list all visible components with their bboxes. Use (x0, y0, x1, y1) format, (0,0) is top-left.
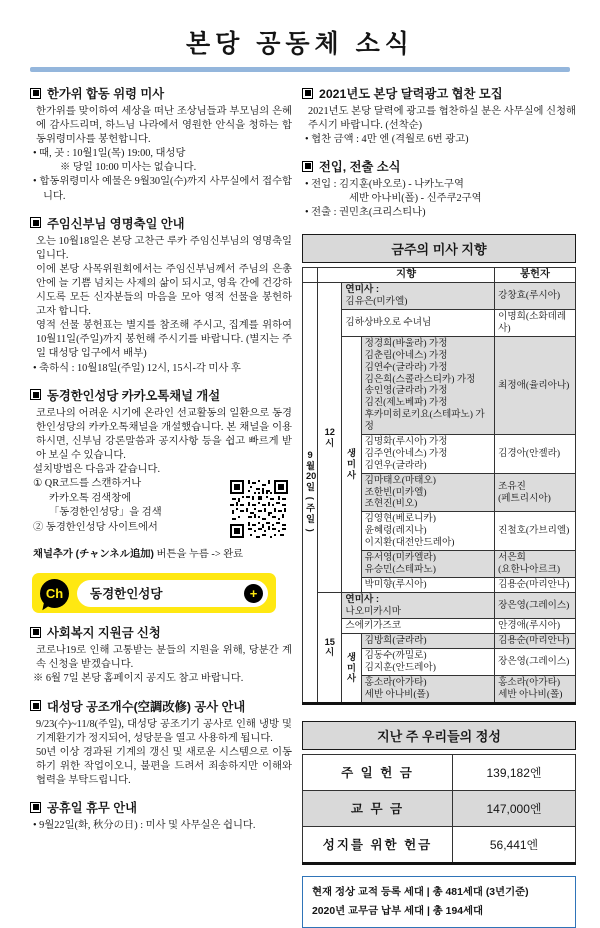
offering-value: 56,441엔 (453, 826, 576, 863)
offering-label: 교 무 금 (303, 790, 453, 826)
date-cell: 9 월 20 일 ( 주 일 ) (303, 283, 318, 704)
time-cell-15: 15 시 (318, 592, 342, 703)
note-line: ※ 6월 7일 본당 홈페이지 공지도 참고 바랍니다. (33, 673, 244, 685)
paragraph: 이에 본당 사목위원회에서는 주임신부님께서 주님의 은총 안에 늘 기쁨 넘치는 사제의 삶이 되시고, 영육 간에 건강하시도록 모든 신자분들의 마음을 모아 영적 선물을 봉헌하고자 합니다. (36, 263, 292, 318)
offerings-banner: 지난 주 우리들의 정성 (302, 721, 576, 750)
table-row (303, 336, 576, 434)
mass-intentions-box (302, 234, 576, 705)
step-line: 「동경한인성당」을 검색 (49, 507, 162, 519)
square-bullet-icon (30, 700, 41, 711)
section-title: 동경한인성당 카카오톡채널 개설 (47, 388, 221, 403)
section-title: 사회복지 지원금 신청 (47, 626, 161, 641)
section-title: 공휴일 휴무 안내 (47, 801, 137, 816)
qr-steps-row (30, 477, 292, 538)
kakao-ch-logo-icon: Ch (40, 579, 69, 608)
section-hangawi-mass (30, 84, 292, 204)
section-heading (30, 214, 292, 232)
offerer-cell: 조유진 (페트리시아) (495, 473, 576, 512)
offerer-cell: 장은영(그레이스) (495, 649, 576, 676)
intention-cell: 스에키가즈코 (342, 619, 495, 634)
offering-label: 주 일 헌 금 (303, 754, 453, 790)
square-bullet-icon (30, 802, 41, 813)
page-title: 본당 공동체 소식 (186, 30, 414, 58)
bullet-line: • 축하식 : 10월18일(주일) 12시, 15시-각 미사 후 (33, 362, 241, 374)
col-header-offerer: 봉헌자 (495, 267, 576, 283)
table-header-row (303, 267, 576, 283)
kakao-channel-name: 동경한인성당 (90, 587, 163, 602)
section-title: 한가위 합동 위령 미사 (47, 87, 165, 101)
table-row (303, 283, 576, 310)
bulletin-page (0, 24, 600, 918)
col-header-intention: 지향 (318, 267, 495, 283)
offerer-cell: 홍소라(아가타) 세반 아나비(폴) (495, 676, 576, 704)
table-row (303, 634, 576, 649)
offerer-cell: 강창효(루시아) (495, 283, 576, 310)
header-spacer (303, 267, 318, 283)
offerer-cell: 김용순(마리안나) (495, 634, 576, 649)
section-title: 2021년도 본당 달력광고 협찬 모집 (319, 87, 503, 101)
section-kakao-channel (30, 386, 292, 614)
offering-label: 성지를 위한 헌금 (303, 826, 453, 863)
table-row (303, 310, 576, 337)
square-bullet-icon (30, 627, 41, 638)
bullet-line: • 전출 : 권민초(크리스티나) (305, 207, 426, 219)
bullet-line: • 전입 : 김지훈(바오로) - 나카노구역 (305, 179, 464, 191)
intention-cell: 김동수(까밀로) 김지훈(안드레아) (361, 649, 494, 676)
section-calendar-ads (302, 84, 576, 147)
section-holiday-closure (30, 798, 292, 833)
intention-cell: 김영현(베로니카) 윤혜령(레지나) 이지환(대전안드레아) (361, 512, 494, 551)
paragraph: 한가위를 맞이하여 세상을 떠난 조상님들과 부모님의 은혜에 감사드리며, 하느님 나라에서 영원한 안식을 청하는 합동위령미사를 봉헌합니다. (36, 106, 292, 146)
right-column (302, 84, 576, 928)
mass-intentions-banner: 금주의 미사 지향 (302, 234, 576, 263)
left-column (30, 84, 292, 843)
square-bullet-icon (302, 88, 313, 99)
bullet-line: • 9월22일(화, 秋分の日) : 미사 및 사무실은 쉽니다. (33, 820, 256, 832)
offerer-cell: 장은영(그레이스) (495, 592, 576, 619)
plus-icon: + (244, 584, 263, 603)
stats-line: 현재 정상 교적 등록 세대 | 총 481세대 (3년기준) (312, 886, 529, 898)
intention-cell: 김명화(루시아) 가정 김주연(아네스) 가정 김연우(글라라) (361, 435, 494, 474)
paragraph: 코로나19로 인해 고통받는 분들의 지원을 위해, 당분간 계속 신청을 받겠습니다. (36, 645, 292, 671)
intention-cell: 김하상바오로 수녀님 (342, 310, 495, 337)
two-column-layout (0, 72, 600, 928)
square-bullet-icon (30, 389, 41, 400)
section-hvac-construction (30, 697, 292, 788)
paragraph: 코로나의 어려운 시기에 온라인 선교활동의 일환으로 동경한인성당의 카카오톡채널을 개설했습니다. 본 채널을 이용하시면, 신부님 강론말씀과 공지사항 등을 쉽고 빠르게 받아 보실 수 있습니다. (36, 407, 292, 461)
offerings-table (302, 754, 576, 865)
intention-cell: 박미향(루시아) (361, 577, 494, 592)
section-feast-day (30, 214, 292, 376)
paragraph: 2021년도 본당 달력에 광고를 협찬하실 분은 사무실에 신청해 주시기 바랍니다. (선착순) (308, 106, 576, 132)
step-line: 카카오톡 검색창에 (49, 492, 132, 504)
paragraph: 오는 10월18일은 본당 고찬근 루카 주임신부님의 영명축일입니다. (36, 235, 292, 261)
stats-line: 2020년 교무금 납부 세대 | 총 194세대 (312, 906, 484, 918)
section-heading (30, 84, 292, 102)
kakao-channel-pill (77, 580, 268, 607)
section-welfare-support (30, 623, 292, 686)
intention-cell: 홍소라(아가타) 세반 아나비(폴) (361, 676, 494, 704)
offerer-cell: 안경애(루시아) (495, 619, 576, 634)
section-heading (30, 623, 292, 641)
continuation-line: 세반 아나비(폴) - 신주쿠2구역 (349, 193, 482, 205)
square-bullet-icon (302, 161, 313, 172)
intention-cell: 김마태오(마태오) 조한빈(미카엘) 조현진(비오) (361, 473, 494, 512)
paragraph: 설치방법은 다음과 같습니다. (33, 463, 161, 475)
table-row (303, 592, 576, 619)
table-row (303, 826, 576, 863)
table-row (303, 790, 576, 826)
section-title: 전입, 전출 소식 (319, 160, 401, 175)
mass-intentions-table (302, 267, 576, 705)
section-heading (30, 697, 292, 715)
section-heading (302, 84, 576, 102)
qr-code (228, 480, 290, 538)
time-cell-12: 12 시 (318, 283, 342, 592)
intention-cell: 정경희(바울라) 가정 김춘림(아네스) 가정 김연수(글라라) 가정 김은희(스콜라스티카) 가정 송인영(글라라) 가정 김진(제노베파) 가정 후카미히로키요(스테파노) 가정 (361, 336, 494, 434)
offerer-cell: 최정애(율리아나) (495, 336, 576, 434)
step-line: ① QR코드를 스캔하거나 (33, 478, 142, 490)
offerer-cell: 진철호(가브리엘) (495, 512, 576, 551)
household-stats-box (302, 876, 576, 928)
paragraph: 9/23(수)~11/8(주일), 대성당 공조기기 공사로 인해 냉방 및 기계환기가 정지되어, 성당문을 열고 사용하게 됩니다. (36, 718, 292, 744)
section-title: 대성당 공조개수(空調改修) 공사 안내 (47, 699, 246, 714)
step-final-line: 채널추가 (チャンネル追加) 버튼을 누름 -> 완료 (33, 549, 244, 561)
intention-cell: 유서영(미카엘라) 유승민(스테파노) (361, 551, 494, 578)
bullet-line: • 협찬 금액 : 4만 엔 (격월로 6번 광고) (305, 134, 469, 146)
square-bullet-icon (30, 217, 41, 228)
table-row (303, 754, 576, 790)
note-line: ※ 당일 10:00 미사는 없습니다. (60, 162, 197, 174)
table-row (303, 619, 576, 634)
intention-cell: 연미사 : 김유은(미카엘) (342, 283, 495, 310)
offerer-cell: 서은희 (요한나아르크) (495, 551, 576, 578)
bullet-line: • 합동위령미사 예물은 9월30일(수)까지 사무실에서 접수합니다. (33, 176, 292, 202)
section-heading (30, 386, 292, 404)
type-cell-living-mass: 생 미 사 (342, 336, 361, 592)
paragraph: 50년 이상 경과된 기계의 갱신 및 새로운 시스템으로 이동하기 위한 작업이오니, 불편을 드려서 죄송하지만 이해와 협력을 부탁드립니다. (36, 746, 292, 786)
square-bullet-icon (30, 88, 41, 99)
bullet-line: • 때, 곳 : 10월1일(목) 19:00, 대성당 (33, 148, 186, 160)
intention-cell: 연미사 : 나오미카시마 (342, 592, 495, 619)
offering-value: 147,000엔 (453, 790, 576, 826)
step-line: ② 동경한인성당 사이트에서 (33, 521, 158, 533)
step-list (33, 477, 162, 535)
offerer-cell: 김경아(안젤라) (495, 435, 576, 474)
offerer-cell: 이명희(소화데레사) (495, 310, 576, 337)
section-title: 주임신부님 영명축일 안내 (47, 216, 185, 231)
section-heading (302, 157, 576, 175)
offerer-cell: 김용순(마리안나) (495, 577, 576, 592)
offerings-box (302, 721, 576, 865)
paragraph: 영적 선물 봉헌표는 별지를 참조해 주시고, 집계를 위하여 10월11일(주일)까지 봉헌해 주시기를 바랍니다. (별지는 주일 대성당 입구에서 배부) (36, 320, 292, 360)
offering-value: 139,182엔 (453, 754, 576, 790)
section-transfers (302, 157, 576, 220)
type-cell-living-mass: 생 미 사 (342, 634, 361, 703)
section-heading (30, 798, 292, 816)
kakao-channel-banner (32, 573, 276, 613)
intention-cell: 김방희(글라라) (361, 634, 494, 649)
